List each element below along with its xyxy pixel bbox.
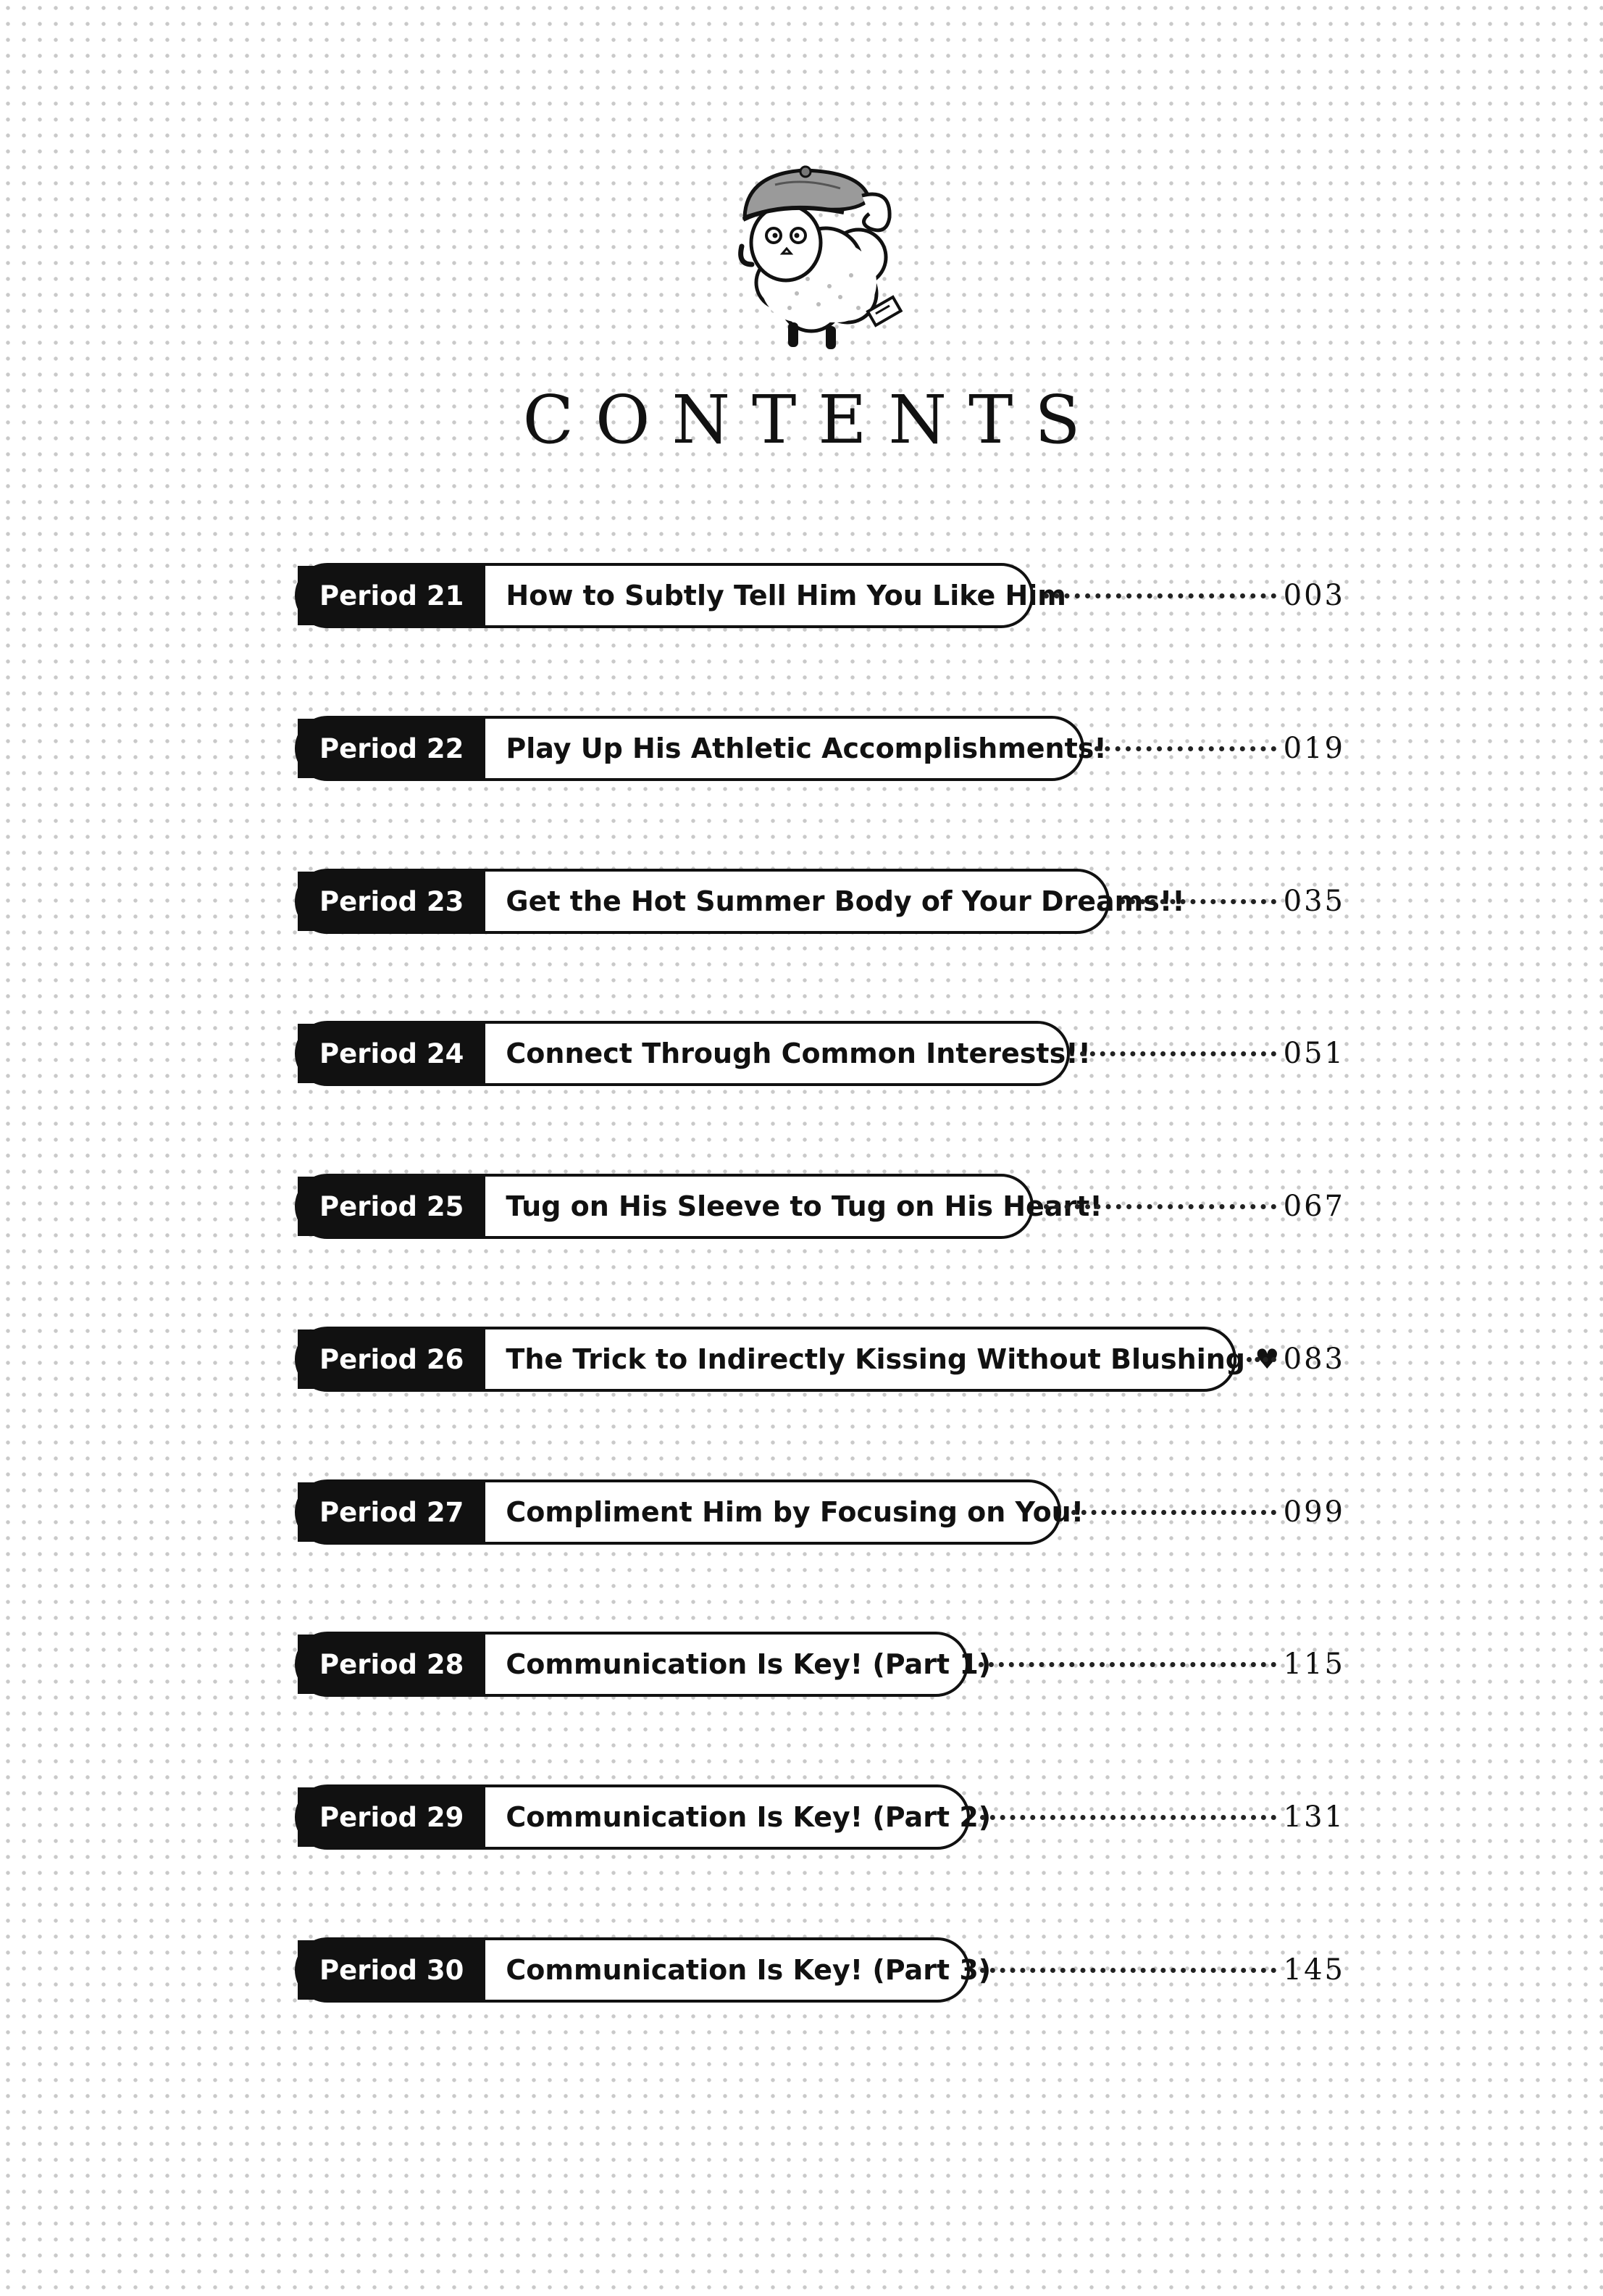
chapter-title: Communication Is Key! (Part 2) [506,1801,992,1833]
chapter-pill [295,1784,992,1850]
chapter-title: Communication Is Key! (Part 1) [506,1648,992,1680]
chapter-pill [295,1479,1084,1545]
chapter-title: Communication Is Key! (Part 3) [506,1954,992,1986]
period-label: Period 26 [298,1329,485,1389]
chapter-title: How to Subtly Tell Him You Like Him [506,580,1066,611]
chapter-pill [295,563,1066,628]
list-item[interactable] [295,1477,1345,1547]
list-item[interactable] [295,1935,1345,2005]
page-number: 145 [1283,1953,1345,1987]
list-item[interactable] [295,1629,1345,1699]
page-number: 003 [1283,579,1345,612]
dot-leader [980,1815,1276,1820]
dot-leader [1247,1357,1276,1362]
chapter-title: The Trick to Indirectly Kissing Without Blushing ♥ [506,1343,1280,1375]
chapter-title: Connect Through Common Interests!! [506,1038,1091,1069]
dot-leader [1095,746,1276,751]
dot-leader [1071,1510,1276,1515]
list-item[interactable] [295,867,1345,936]
dot-leader [1044,593,1276,598]
list-item[interactable] [295,1172,1345,1241]
chapter-title: Play Up His Athletic Accomplishments! [506,732,1107,764]
chapter-pill [295,716,1107,781]
page-number: 083 [1283,1343,1345,1376]
dot-leader [1044,1204,1276,1209]
list-item[interactable] [295,1019,1345,1088]
chapter-pill [295,1021,1091,1086]
chapter-pill [295,869,1185,934]
chapter-pill [295,1937,992,2003]
period-label: Period 24 [298,1024,485,1083]
list-item[interactable] [295,561,1345,630]
dot-leader [979,1662,1276,1667]
page-number: 131 [1283,1800,1345,1834]
page-number: 067 [1283,1190,1345,1223]
chapter-title: Compliment Him by Focusing on You! [506,1496,1084,1528]
chapter-title: Tug on His Sleeve to Tug on His Heart! [506,1190,1102,1222]
chapter-pill [295,1174,1102,1239]
list-item[interactable] [295,1782,1345,1852]
period-label: Period 22 [298,719,485,778]
chapter-title: Get the Hot Summer Body of Your Dreams!! [506,885,1185,917]
chapter-pill [295,1327,1280,1392]
page-number: 099 [1283,1495,1345,1529]
dot-leader [1120,899,1276,904]
list-item[interactable] [295,1324,1345,1394]
period-label: Period 23 [298,872,485,931]
period-label: Period 27 [298,1482,485,1542]
period-label: Period 30 [298,1940,485,2000]
chapter-pill [295,1632,992,1697]
dot-leader [980,1968,1276,1973]
page-number: 035 [1283,885,1345,918]
page-number: 051 [1283,1037,1345,1070]
page-number: 115 [1283,1648,1345,1681]
period-label: Period 28 [298,1635,485,1694]
period-label: Period 21 [298,566,485,625]
period-label: Period 29 [298,1787,485,1847]
contents-heading: CONTENTS [522,381,1102,459]
page-number: 019 [1283,732,1345,765]
period-label: Period 25 [298,1177,485,1236]
list-item[interactable] [295,714,1345,783]
dot-leader [1080,1051,1276,1056]
